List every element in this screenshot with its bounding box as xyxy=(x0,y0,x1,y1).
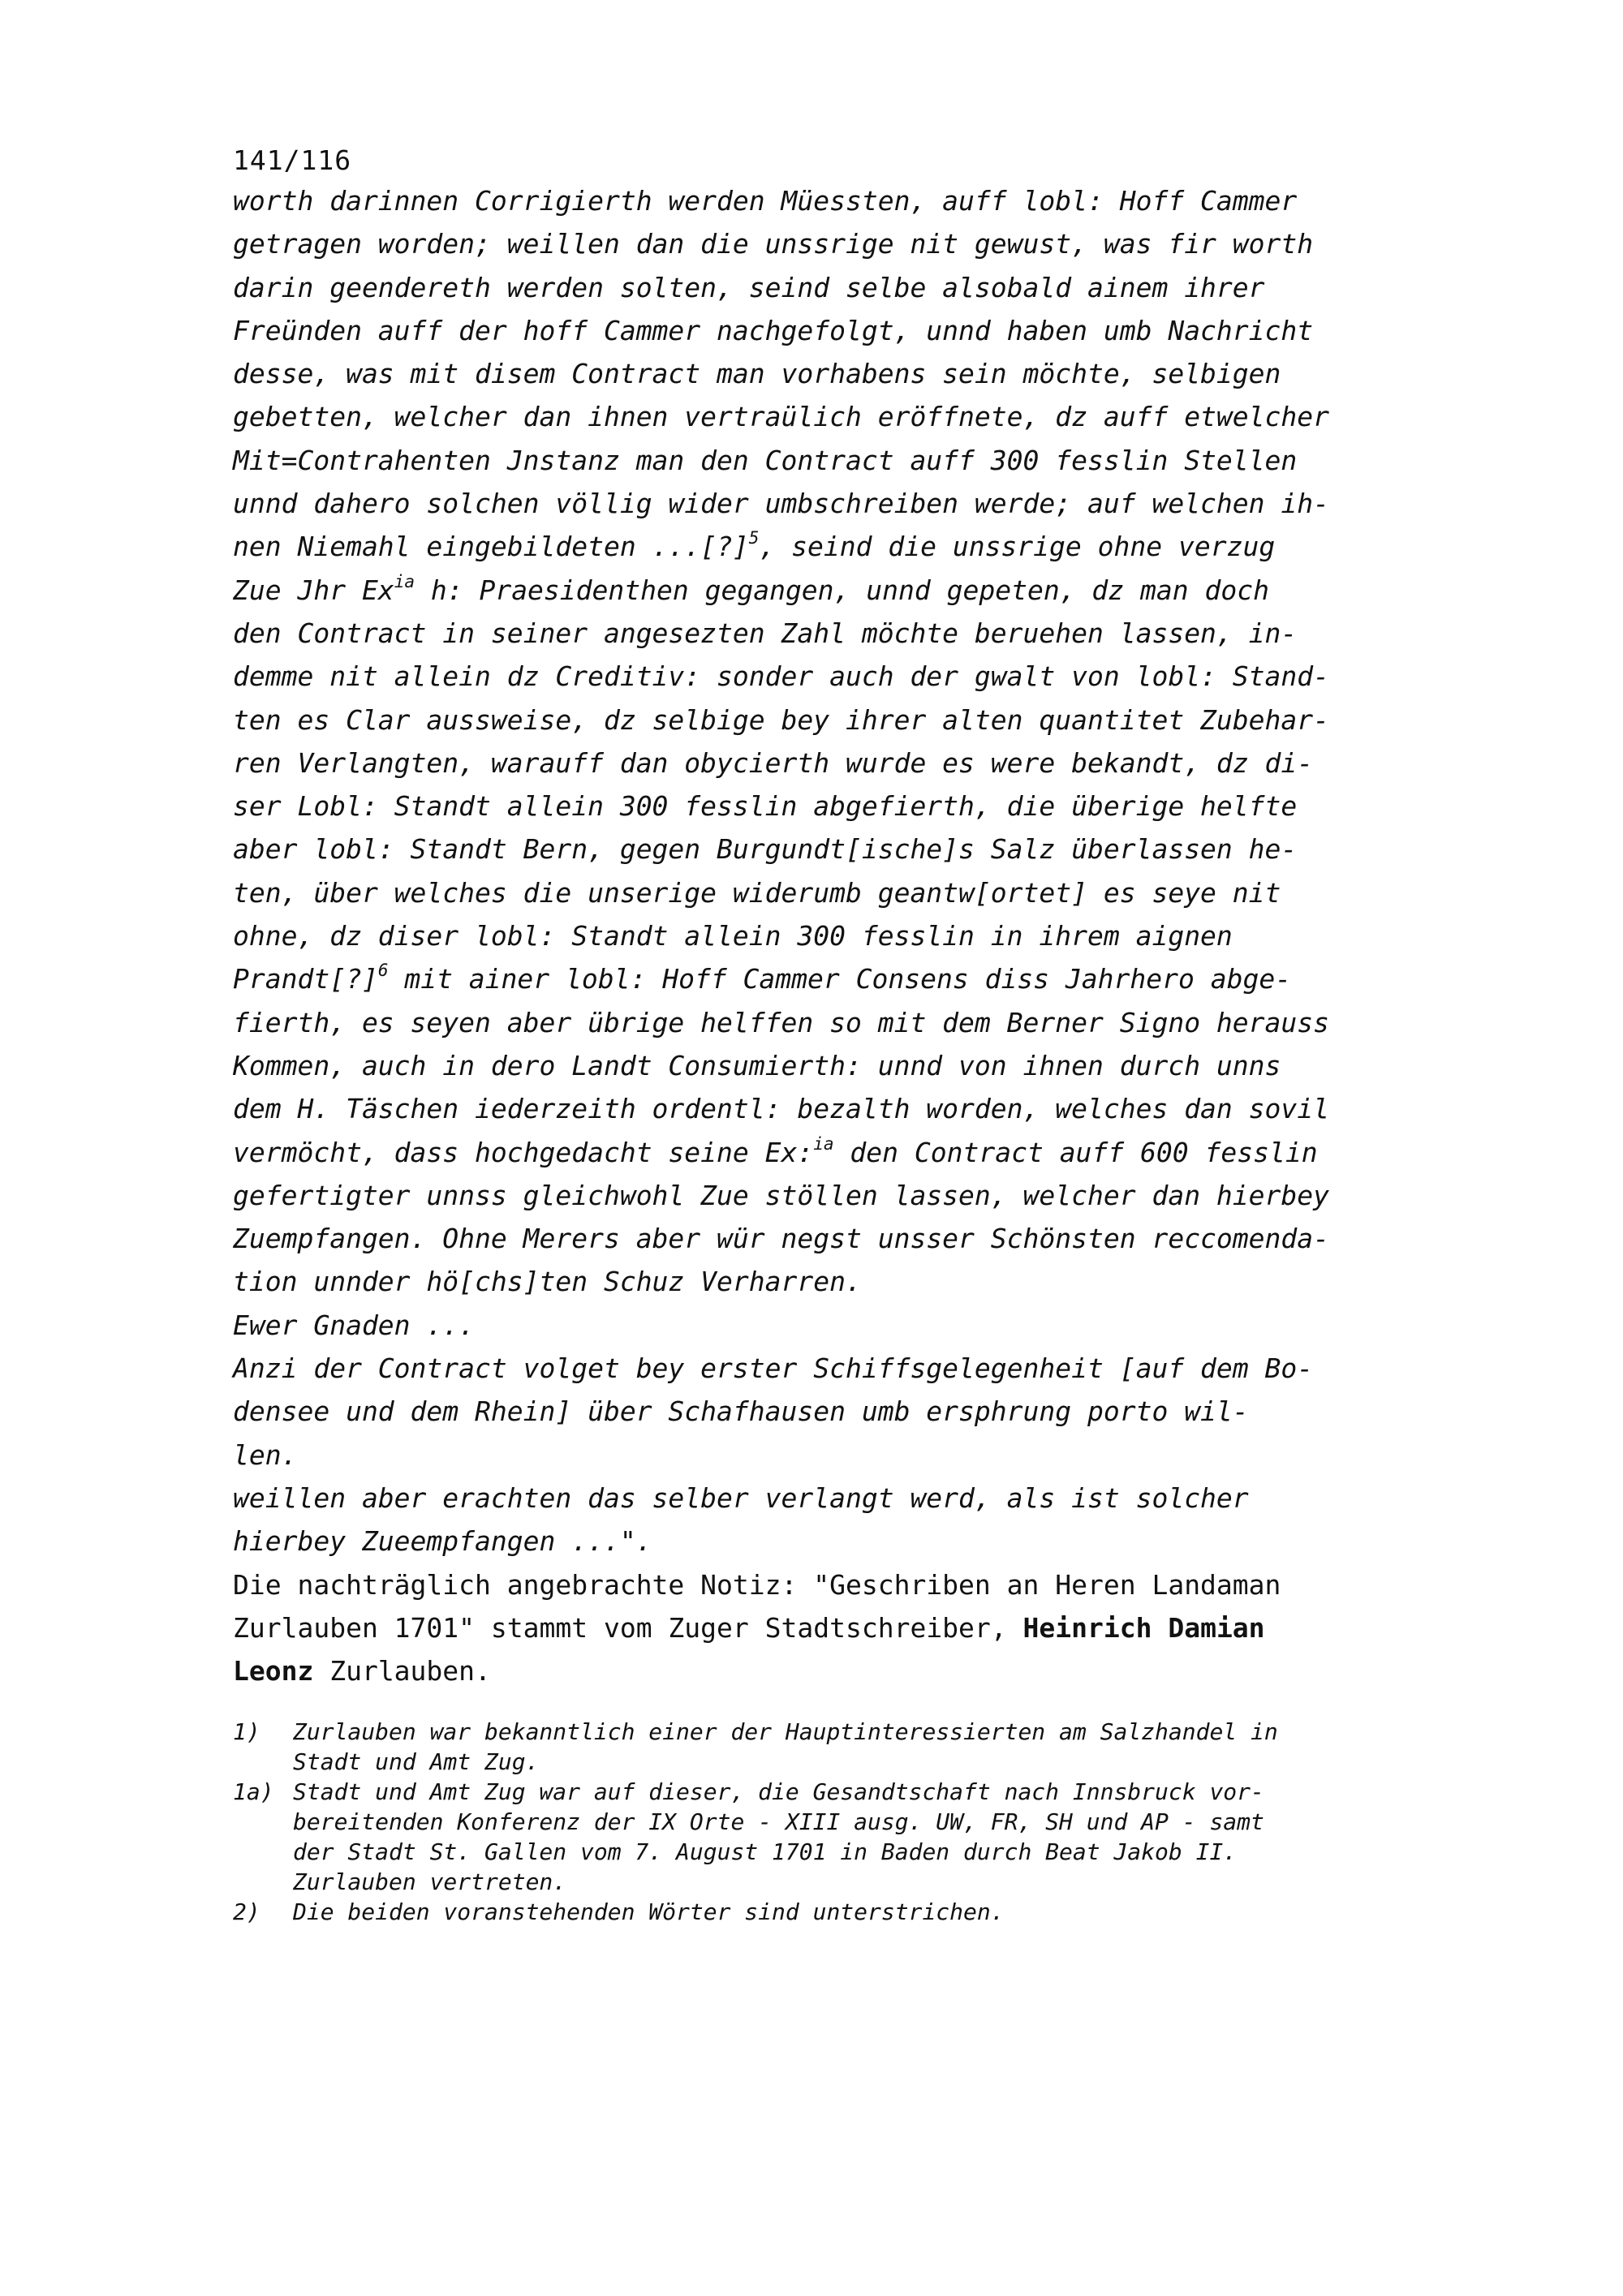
superscript-abbrev: ia xyxy=(394,571,415,591)
letter-line: Mit=Contrahenten Jnstanz man den Contract auff 300 fesslin Stellen xyxy=(233,444,1298,476)
letter-line: weillen aber erachten das selber verlangt werd, als ist solcher xyxy=(233,1481,1249,1514)
letter-line: demme nit allein dz Creditiv: sonder auch der gwalt von lobl: Stand- xyxy=(233,660,1330,693)
letter-line: tion unnder hö[chs]ten Schuz Verharren. xyxy=(233,1266,862,1298)
footnote-marker: 2) xyxy=(233,1898,260,1926)
letter-line: Kommen, auch in dero Landt Consumierth: unnd von ihnen durch unns xyxy=(233,1049,1281,1081)
letter-line: desse, was mit disem Contract man vorhabens sein möchte, selbigen xyxy=(233,358,1281,390)
letter-text: , seind die unssrige ohne verzug xyxy=(759,531,1276,563)
letter-line: densee und dem Rhein] über Schafhausen umb ersphrung porto wil- xyxy=(233,1395,1249,1428)
letter-text: nen Niemahl eingebildeten ...[?] xyxy=(233,531,749,563)
note-text: Zurlauben. xyxy=(313,1655,491,1688)
note-line xyxy=(233,1649,1499,1692)
letter-line: gefertigter unnss gleichwohl Zue stöllen lassen, welcher dan hierbey xyxy=(233,1179,1330,1211)
letter-line xyxy=(233,569,1499,612)
note-line xyxy=(233,1606,1499,1649)
letter-line: aber lobl: Standt Bern, gegen Burgundt[ische]s Salz überlassen he- xyxy=(233,833,1298,866)
footnote-marker: 1a) xyxy=(233,1778,274,1806)
letter-line: hierbey Zueempfangen ...". xyxy=(233,1525,652,1558)
letter-line xyxy=(233,1131,1499,1174)
letter-line: unnd dahero solchen völlig wider umbschreiben werde; auf welchen ih- xyxy=(233,488,1330,520)
superscript-abbrev: ia xyxy=(813,1133,834,1154)
footnote-line: Stadt und Amt Zug war auf dieser, die Gesandtschaft nach Innsbruck vor- xyxy=(293,1778,1264,1806)
footnote-text xyxy=(293,1717,1278,1777)
footnote-line: Die beiden voranstehenden Wörter sind unterstrichen. xyxy=(293,1898,1005,1926)
letter-line: dem H. Täschen iederzeith ordentl: bezalth worden, welches dan sovil xyxy=(233,1093,1330,1125)
letter-text: Prandt[?] xyxy=(233,963,378,995)
letter-line: fierth, es seyen aber übrige helffen so mit dem Berner Signo herauss xyxy=(233,1006,1330,1038)
letter-line: getragen worden; weillen dan die unssrige nit gewust, was fir worth xyxy=(233,228,1314,260)
letter-line xyxy=(233,525,1499,568)
document-page xyxy=(233,138,1499,1927)
letter-line: darin geendereth werden solten, seind selbe alsobald ainem ihrer xyxy=(233,271,1265,303)
letter-line: ohne, dz diser lobl: Standt allein 300 fesslin in ihrem aignen xyxy=(233,920,1233,952)
editorial-note xyxy=(233,1563,1499,1693)
footnote-line: Zurlauben vertreten. xyxy=(293,1868,567,1896)
footnote-ref: 5 xyxy=(748,528,760,548)
letter-line: den Contract in seiner angesezten Zahl möchte beruehen lassen, in- xyxy=(233,617,1298,649)
letter-text: vermöcht, dass hochgedacht seine Ex: xyxy=(233,1136,814,1168)
letter-line: Ewer Gnaden ... xyxy=(233,1309,476,1341)
letter-line: gebetten, welcher dan ihnen vertraülich eröffnete, dz auff etwelcher xyxy=(233,401,1330,433)
footnote xyxy=(233,1717,1499,1777)
letter-line xyxy=(233,957,1499,1000)
letter-line: ten es Clar aussweise, dz selbige bey ihrer alten quantitet Zubehar- xyxy=(233,703,1330,736)
letter-line: ser Lobl: Standt allein 300 fesslin abgefierth, die überige helfte xyxy=(233,790,1298,823)
letter-line: Anzi der Contract volget bey erster Schiffsgelegenheit [auf dem Bo- xyxy=(233,1352,1314,1385)
person-name: Leonz xyxy=(233,1655,314,1688)
footnote-line: Stadt und Amt Zug. xyxy=(293,1748,540,1776)
letter-text: mit ainer lobl: Hoff Cammer Consens diss Jahrhero abge- xyxy=(388,963,1292,995)
letter-text: h: Praesidenthen gegangen, unnd gepeten, dz man doch xyxy=(414,574,1269,606)
footnote-ref: 6 xyxy=(377,961,389,981)
footnote-text xyxy=(293,1897,1005,1927)
letter-line: len. xyxy=(233,1438,298,1471)
footnote-marker: 1) xyxy=(233,1718,260,1746)
note-text: Zurlauben 1701" stammt vom Zuger Stadtschreiber, xyxy=(233,1611,1023,1644)
footnote-line: Zurlauben war bekanntlich einer der Hauptinteressierten am Salzhandel in xyxy=(293,1718,1278,1746)
letter-line: worth darinnen Corrigierth werden Müessten, auff lobl: Hoff Cammer xyxy=(233,185,1298,217)
letter-text: den Contract auff 600 fesslin xyxy=(833,1136,1318,1168)
footnote-text xyxy=(293,1777,1264,1897)
footnote-line: bereitenden Konferenz der IX Orte - XIII ausg. UW, FR, SH und AP - samt xyxy=(293,1808,1264,1836)
footnote xyxy=(233,1897,1499,1927)
person-name: Heinrich Damian xyxy=(1022,1611,1265,1644)
letter-line: Zuempfangen. Ohne Merers aber wür negst unsser Schönsten reccomenda- xyxy=(233,1223,1330,1255)
note-line: Die nachträglich angebrachte Notiz: "Geschriben an Heren Landaman xyxy=(233,1568,1281,1601)
footnote-line: der Stadt St. Gallen vom 7. August 1701 in Baden durch Beat Jakob II. xyxy=(293,1838,1238,1866)
letter-line: Freünden auff der hoff Cammer nachgefolgt, unnd haben umb Nachricht xyxy=(233,314,1314,346)
footnotes xyxy=(233,1717,1499,1927)
letter-line: ten, über welches die unserige widerumb geantw[ortet] es seye nit xyxy=(233,876,1281,909)
letter-line: ren Verlangten, warauff dan obycierth wurde es were bekandt, dz di- xyxy=(233,746,1314,779)
page-number: 141/116 xyxy=(233,144,352,176)
letter-text: Zue Jhr Ex xyxy=(233,574,394,606)
letter-transcription xyxy=(233,179,1499,1563)
footnote xyxy=(233,1777,1499,1897)
